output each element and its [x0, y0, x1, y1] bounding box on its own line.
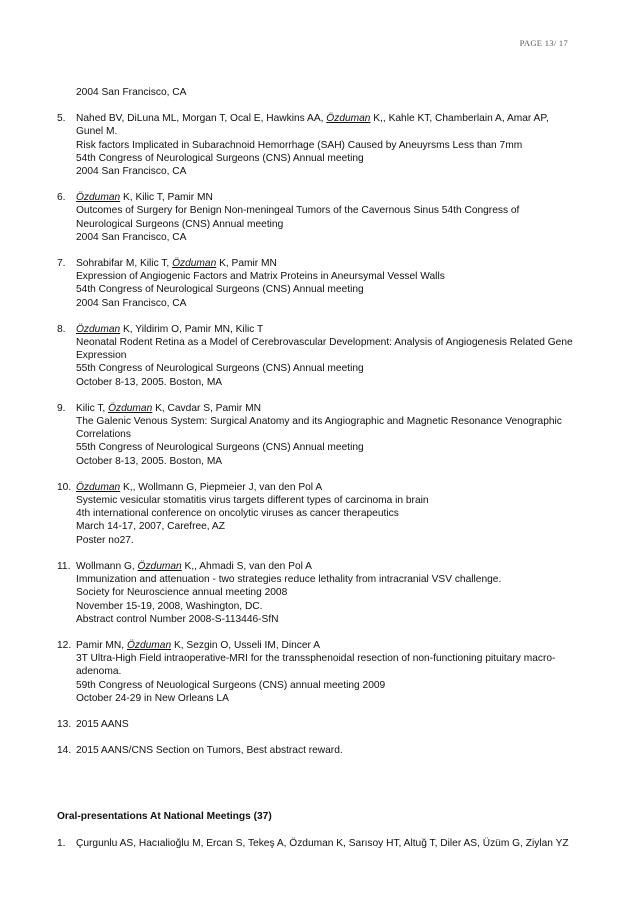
entry-number: 9. [57, 402, 66, 414]
highlighted-author: Özduman [172, 258, 217, 270]
page-number: PAGE 13/ 17 [519, 38, 568, 48]
authors-after: K, Sezgin O, Usseli IM, Dincer A [171, 639, 321, 651]
entry-detail-line: November 15-19, 2008, Washington, DC. [76, 600, 263, 612]
authors-after: K,, Kahle KT, Chamberlain A, Amar AP, Gunel M. [76, 113, 549, 138]
highlighted-author: Özduman [126, 639, 172, 651]
entry-authors [76, 560, 577, 573]
entry-number: 11. [57, 560, 71, 572]
authors-after: K, Cavdar S, Pamir MN [152, 402, 261, 414]
entry-body [76, 718, 577, 731]
authors-before: Wollmann G, [76, 560, 138, 572]
entry-detail-line: 2004 San Francisco, CA [76, 231, 187, 243]
entry-body [76, 481, 577, 547]
authors-after: K, Kilic T, Pamir MN [120, 192, 213, 204]
entry-authors [76, 323, 577, 336]
list-item [57, 191, 577, 244]
list-item [57, 481, 577, 547]
international-presentations-list [57, 112, 577, 757]
authors-before: Sohrabifar M, Kilic T, [76, 258, 173, 270]
highlighted-author: Özduman [76, 481, 121, 493]
authors-before: Nahed BV, DiLuna ML, Morgan T, Ocal E, Hawkins AA, [76, 113, 327, 125]
list-item [57, 112, 577, 178]
entry-authors [76, 481, 577, 494]
entry-number: 1. [57, 837, 66, 849]
entry-detail-line: 59th Congress of Neuological Surgeons (CNS) annual meeting 2009 [76, 679, 386, 691]
entry-authors [76, 744, 577, 757]
entry-detail-line: Neonatal Rodent Retina as a Model of Cerebrovascular Development: Analysis of Angiogenesis Related Gene Expression [76, 337, 573, 362]
entry-detail-line: October 8-13, 2005. Boston, MA [76, 376, 223, 388]
authors-before: 2015 AANS [76, 718, 129, 730]
entry-number: 7. [57, 258, 66, 270]
entry-body [76, 837, 577, 850]
entry-number: 8. [57, 323, 66, 335]
highlighted-author: Özduman [108, 402, 153, 414]
entry-detail-line: October 8-13, 2005. Boston, MA [76, 455, 223, 467]
highlighted-author: Özduman [137, 560, 182, 572]
entry-authors: Çurgunlu AS, Hacıalioğlu M, Ercan S, Tekeş A, Özduman K, Sarısoy HT, Altuğ T, Diler AS, Üzüm G, Ziylan YZ [76, 837, 569, 849]
entry-detail-line: March 14-17, 2007, Carefree, AZ [76, 521, 225, 533]
section-spacer [57, 757, 577, 797]
entry-number: 10. [57, 481, 72, 493]
entry-detail-line: 55th Congress of Neurological Surgeons (CNS) Annual meeting [76, 442, 364, 454]
entry-detail-line: Expression of Angiogenic Factors and Matrix Proteins in Aneursymal Vessel Walls [76, 271, 445, 283]
entry-body [76, 112, 577, 178]
highlighted-author: Özduman [76, 323, 121, 335]
publication-list [57, 86, 577, 850]
list-item [57, 257, 577, 310]
entry-detail-line: Abstract control Number 2008-S-113446-SfN [76, 613, 279, 625]
list-item [57, 718, 577, 731]
entry-detail-line: Society for Neuroscience annual meeting 2008 [76, 587, 288, 599]
entry-detail-line: Risk factors Implicated in Subarachnoid Hemorrhage (SAH) Caused by Aneuyrsms Less than 7mm [76, 139, 523, 151]
entry-body [76, 257, 577, 310]
entry-detail-line: 2004 San Francisco, CA [76, 166, 187, 178]
authors-after: K, Pamir MN [216, 258, 277, 270]
entry-detail-line: 54th Congress of Neurological Surgeons (CNS) Annual meeting [76, 284, 364, 296]
entry-authors [76, 402, 577, 415]
entry-detail-line: 3T Ultra-High Field intraoperative-MRI for the transsphenoidal resection of non-functioning pituitary macro-adenoma. [76, 653, 556, 678]
entry-detail-line: 54th Congress of Neurological Surgeons (CNS) Annual meeting [76, 152, 364, 164]
entry-detail-line: 2004 San Francisco, CA [76, 297, 187, 309]
entry-body [76, 323, 577, 389]
authors-after: K,, Ahmadi S, van den Pol A [181, 560, 312, 572]
list-item [57, 639, 577, 705]
list-item [57, 560, 577, 626]
highlighted-author: Özduman [76, 192, 121, 204]
entry-number: 5. [57, 113, 66, 125]
authors-after: K,, Wollmann G, Piepmeier J, van den Pol A [120, 481, 323, 493]
entry-authors [76, 639, 577, 652]
entry-authors [76, 112, 577, 138]
entry-body [76, 560, 577, 626]
national-presentations-list [57, 837, 577, 850]
section-heading: Oral-presentations At National Meetings (37) [57, 811, 272, 823]
authors-before: 2015 AANS/CNS Section on Tumors, Best abstract reward. [76, 745, 343, 757]
entry-detail-line: Systemic vesicular stomatitis virus targets different types of carcinoma in brain [76, 495, 429, 507]
highlighted-author: Özduman [326, 113, 371, 125]
list-item [57, 323, 577, 389]
list-item [57, 402, 577, 468]
entry-detail-line: 55th Congress of Neurological Surgeons (CNS) Annual meeting [76, 363, 364, 375]
entry-body [76, 744, 577, 757]
entry-number: 13. [57, 718, 72, 730]
authors-before: Kilic T, [76, 402, 109, 414]
entry-detail-line: October 24-29 in New Orleans LA [76, 692, 229, 704]
entry-authors [76, 191, 577, 204]
entry-detail-line: 4th international conference on oncolytic viruses as cancer therapeutics [76, 508, 399, 520]
entry-detail-line: The Galenic Venous System: Surgical Anatomy and its Angiographic and Magnetic Resonance Venographic Correlations [76, 416, 562, 441]
continuation-line: 2004 San Francisco, CA [76, 87, 187, 98]
entry-detail-line: Outcomes of Surgery for Benign Non-meningeal Tumors of the Cavernous Sinus 54th Congress of Neurological Surgeons (CNS) Annual meeting [76, 205, 520, 230]
authors-before: Pamir MN, [76, 639, 127, 651]
entry-detail-line: Poster no27. [76, 534, 134, 546]
entry-authors [76, 718, 577, 731]
authors-after: K, Yildirim O, Pamir MN, Kilic T [120, 323, 264, 335]
list-item [57, 744, 577, 757]
entry-body [76, 191, 577, 244]
entry-authors [76, 257, 577, 270]
entry-number: 12. [57, 639, 72, 651]
entry-detail-line: Immunization and attenuation - two strategies reduce lethality from intracranial VSV challenge. [76, 574, 502, 586]
entry-body [76, 639, 577, 705]
entry-body [76, 402, 577, 468]
list-item [57, 837, 577, 850]
entry-number: 6. [57, 192, 66, 204]
entry-number: 14. [57, 745, 72, 757]
